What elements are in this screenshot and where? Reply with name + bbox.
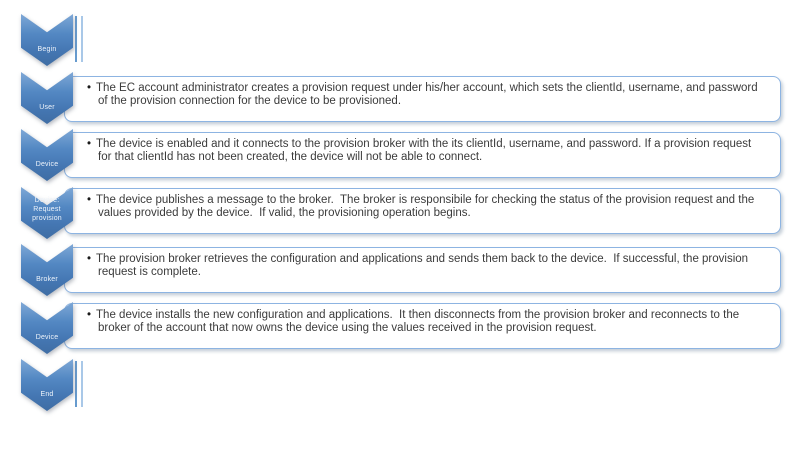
- step-label-end: End: [40, 391, 54, 398]
- step-label-broker: Broker: [36, 276, 58, 283]
- step-label-user: User: [39, 104, 55, 111]
- chevron-down-icon: [21, 129, 73, 181]
- step-label-device-install: Device: [35, 334, 59, 341]
- chevron-down-icon: [21, 244, 73, 296]
- step-description-box-broker: [64, 247, 781, 293]
- process-step-user: [21, 72, 73, 124]
- step-description-request-provision: • The device publishes a message to the broker. The broker is responsibile for checking the status of the provision request and the values provided by the device. If valid, the provisioning operation begins.: [65, 189, 780, 220]
- process-step-begin: [21, 14, 73, 66]
- step-description-device-install: • The device installs the new configuration and applications. It then disconnects from the provision broker and reconnects to the broker of the account that now owns the device using the values received in the provision request.: [65, 304, 780, 335]
- step-description-box-device-install: [64, 303, 781, 349]
- process-step-device: [21, 129, 73, 181]
- chevron-down-icon: [21, 72, 73, 124]
- chevron-down-icon: [21, 302, 73, 354]
- step-label-begin: Begin: [37, 46, 57, 53]
- chevron-down-icon: [21, 359, 73, 411]
- process-step-end: [21, 359, 73, 411]
- chevron-down-icon: [21, 14, 73, 66]
- step-description-box-request-provision: [64, 188, 781, 234]
- process-step-request-provision: [21, 187, 73, 239]
- step-description-broker: • The provision broker retrieves the configuration and applications and sends them back to the device. If successful, the provision request is complete.: [65, 248, 780, 279]
- accent-tail-begin: [75, 16, 83, 62]
- step-description-user: • The EC account administrator creates a provision request under his/her account, which sets the clientId, username, and password of the provision connection for the device to be provisioned.: [65, 77, 780, 108]
- process-step-device-install: [21, 302, 73, 354]
- step-description-device: • The device is enabled and it connects to the provision broker with the its clientId, username, and password. If a provision request for that clientId has not been created, the device will not be able to connect.: [65, 133, 780, 164]
- step-description-box-device: [64, 132, 781, 178]
- step-label-device: Device: [35, 161, 59, 168]
- step-description-box-user: [64, 76, 781, 122]
- process-step-broker: [21, 244, 73, 296]
- step-label-request-provision: Device: Request provision: [32, 197, 62, 222]
- accent-tail-end: [75, 361, 83, 407]
